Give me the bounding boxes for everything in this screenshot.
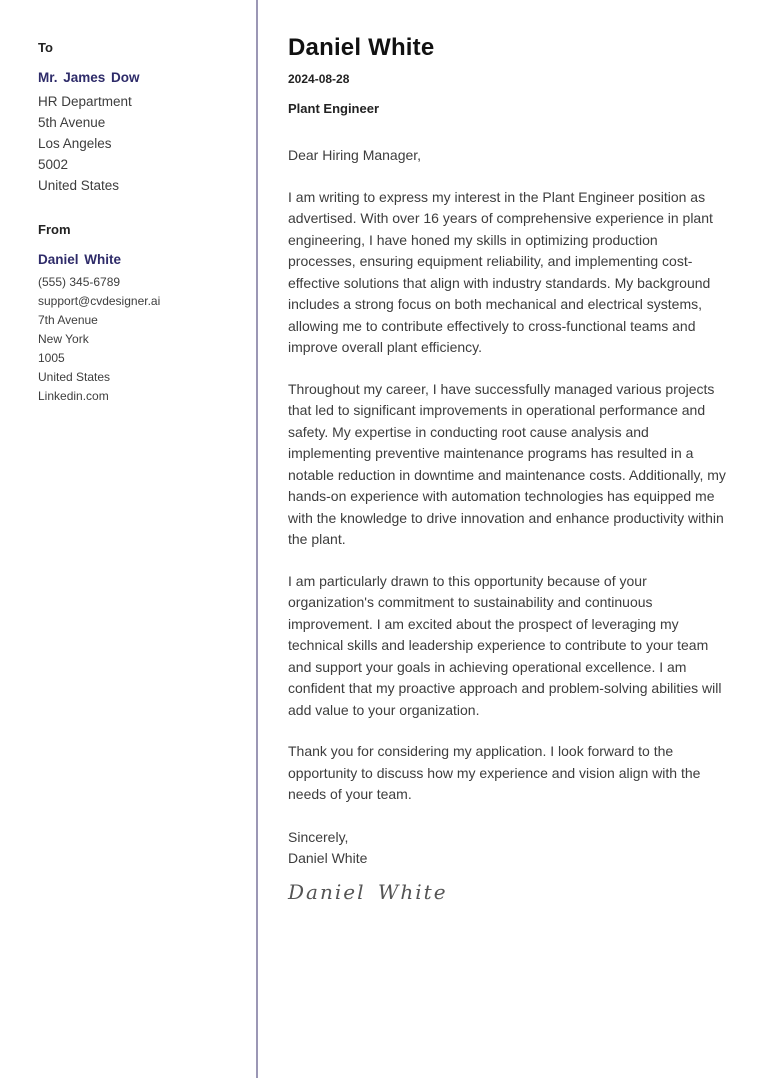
closing-name: Daniel White [288,850,368,866]
letter-body [258,0,768,1078]
recipient-label: To [38,40,53,55]
closing-block [288,827,728,870]
sender-email: support@cvdesigner.ai [38,294,161,308]
letter-date: 2024-08-28 [288,72,350,86]
sender-label: From [38,222,71,237]
closing-salutation: Sincerely, [288,828,349,845]
sender-name: Daniel White [38,252,122,267]
recipient-department: HR Department [38,94,132,109]
recipient-block [38,40,236,196]
paragraph-intro: I am writing to express my interest in the Plant Engineer position as advertised. With over 16 years of comprehensive experience in plant engineering, I have honed my skills in optimizing production processes, ensuring equipment reliability, and implementing cost-effective solutions that align with industry standards. My background includes a strong focus on both mechanical and electrical systems, allowing me to contribute effectively to cross-functional teams and improve overall plant efficiency. [288,188,713,355]
recipient-address [38,91,236,196]
salutation: Dear Hiring Manager, [288,147,422,163]
paragraph-experience: Throughout my career, I have successfully managed various projects that led to significant improvements in operational performance and safety. My expertise in conducting root cause analysis and implementing preventive maintenance programs has resulted in a notable reduction in downtime and maintenance costs. Additionally, my hands-on experience with automation technologies has equipped me with the knowledge to drive innovation and enhance productivity within the plant. [288,380,726,547]
job-title: Plant Engineer [288,101,380,116]
recipient-country: United States [38,178,120,193]
sender-phone: (555) 345-6789 [38,275,121,289]
handwritten-signature: Daniel White [288,879,448,904]
contact-sidebar [0,0,258,1078]
sender-linkedin: Linkedin.com [38,389,109,403]
recipient-city: Los Angeles [38,136,112,151]
sender-city: New York [38,332,89,346]
sender-contact-details [38,273,236,406]
sender-postal-code: 1005 [38,351,65,365]
author-name-heading: Daniel White [288,34,435,61]
sender-country: United States [38,370,111,384]
paragraph-thanks: Thank you for considering my application. I look forward to the opportunity to discuss how my experience and vision align with the needs of your team. [288,743,701,802]
recipient-name: Mr. James Dow [38,70,140,85]
sender-block [38,222,236,406]
paragraph-motivation: I am particularly drawn to this opportunity because of your organization's commitment to sustainability and continuous improvement. I am excited about the prospect of leveraging my technical skills and leadership experience to contribute to your team and support your goals in achieving operational excellence. I am confident that my proactive approach and problem-solving abilities will add value to your organization. [288,572,722,718]
sender-street: 7th Avenue [38,313,98,327]
recipient-postal-code: 5002 [38,157,69,172]
recipient-street: 5th Avenue [38,115,106,130]
